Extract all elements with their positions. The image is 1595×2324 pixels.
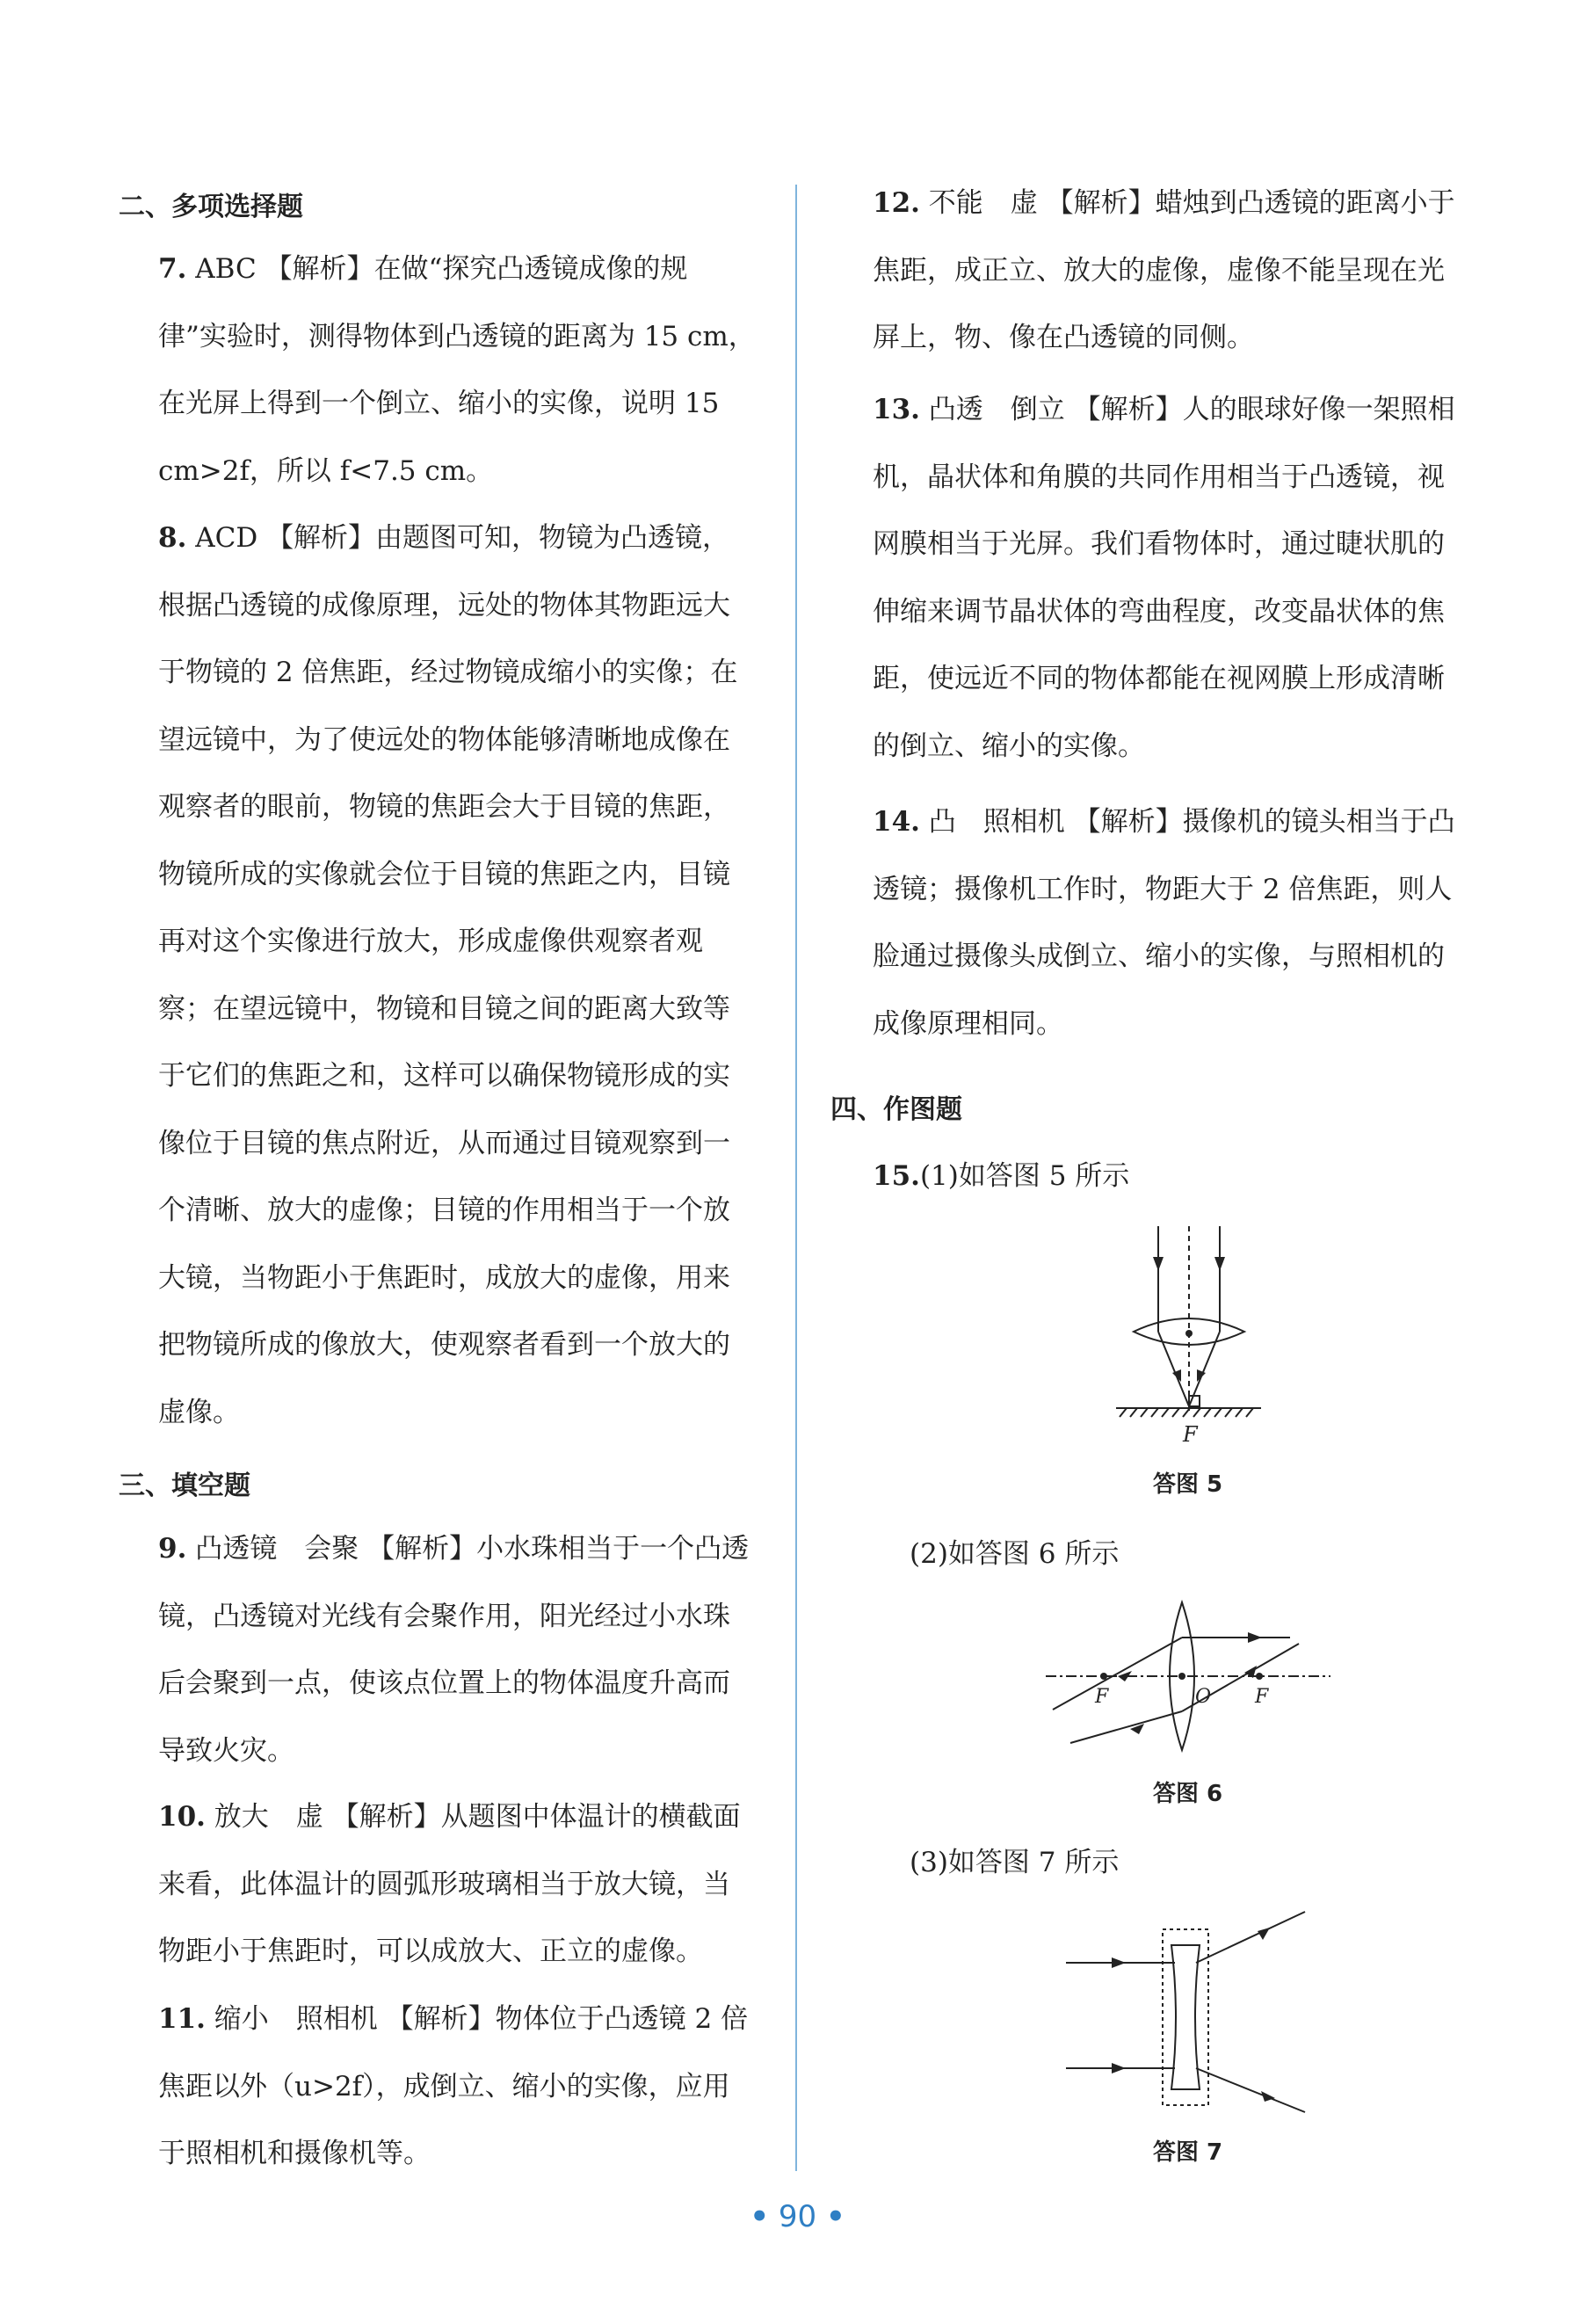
section-heading-multiple-choice: 二、多项选择题 xyxy=(119,192,303,222)
analysis-tag: 【解析】 xyxy=(331,1801,441,1833)
answer: ABC xyxy=(195,253,257,285)
analysis-tag: 【解析】 xyxy=(265,253,374,285)
refracted-ray-left xyxy=(1158,1332,1189,1406)
analysis-text: 物体位于凸透镜 2 倍焦距以外（u>2f），成倒立、缩小的实像，应用于照相机和摄像机等。 xyxy=(158,2003,749,2169)
arrowhead xyxy=(1214,1257,1225,1271)
question-number: 13. xyxy=(873,394,920,425)
column-divider xyxy=(795,185,797,2171)
figure-5-diagram xyxy=(1107,1222,1265,1450)
arrowhead xyxy=(1258,1928,1270,1940)
answer: 放大 虚 xyxy=(214,1801,323,1833)
question-number: 14. xyxy=(873,806,920,838)
analysis-text: 由题图可知，物镜为凸透镜，根据凸透镜的成像原理，远处的物体其物距远大于物镜的 2 倍焦距，经过物镜成缩小的实像；在望远镜中，为了使远处的物体能够清晰地成像在观察者的眼前，物镜的焦距会大于目镜的焦距，物镜所成的实像就会位于目镜的焦距之内，目镜再对这个实像进行放大，形成虚像供观察者观察；在望远镜中，物镜和目镜之间的距离大致等于它们的焦距之和，这样可以确保物镜形成的实像位于目镜的焦点附近，从而通过目镜观察到一个清晰、放大的虚像；目镜的作用相当于一个放大镜，当物距小于焦距时，成放大的虚像，用来把物镜所成的像放大，使观察者看到一个放大的虚像。 xyxy=(158,522,738,1428)
question-number: 15. xyxy=(873,1160,920,1192)
answer: 缩小 照相机 xyxy=(214,2003,378,2035)
question-7 xyxy=(158,236,756,505)
focus-dot-left xyxy=(1100,1673,1107,1680)
sub-text: (1)如答图 5 所示 xyxy=(919,1160,1130,1192)
question-number: 12. xyxy=(873,187,920,219)
dashed-box xyxy=(1163,1929,1208,2105)
figure-7-diagram xyxy=(1059,1903,1314,2118)
page-dot-left: • xyxy=(750,2199,770,2234)
question-11 xyxy=(158,1986,756,2188)
arrowhead xyxy=(1112,1957,1126,1968)
analysis-text: 人的眼球好像一架照相机，晶状体和角膜的共同作用相当于凸透镜，视网膜相当于光屏。我们看物体时，通过睫状肌的伸缩来调节晶状体的弯曲程度，改变晶状体的焦距，使远近不同的物体都能在视网膜上形成清晰的倒立、缩小的实像。 xyxy=(873,394,1455,762)
analysis-tag: 【解析】 xyxy=(1073,806,1183,838)
center-label: O xyxy=(1195,1686,1212,1708)
question-number: 8. xyxy=(158,522,187,554)
answer: 凸透 倒立 xyxy=(928,394,1065,425)
question-15-part-2: (2)如答图 6 所示 xyxy=(910,1538,1120,1570)
question-9 xyxy=(158,1515,756,1784)
analysis-tag: 【解析】 xyxy=(1046,187,1156,219)
question-8 xyxy=(158,505,756,1446)
question-number: 10. xyxy=(158,1801,206,1833)
incident-ray-upper xyxy=(1053,1638,1182,1710)
figure-7-caption: 答图 7 xyxy=(1153,2139,1223,2166)
arrowhead xyxy=(1112,2063,1126,2073)
focus-label-right: F xyxy=(1255,1686,1269,1708)
incident-ray-lower xyxy=(1070,1711,1182,1743)
analysis-text: 摄像机的镜头相当于凸透镜；摄像机工作时，物距大于 2 倍焦距，则人脸通过摄像头成倒立、缩小的实像，与照相机的成像原理相同。 xyxy=(873,806,1455,1040)
question-number: 11. xyxy=(158,2003,206,2035)
page-number: 90 xyxy=(778,2199,817,2234)
question-14 xyxy=(873,788,1470,1057)
analysis-tag: 【解析】 xyxy=(1073,394,1183,425)
answer: 凸透镜 会聚 xyxy=(195,1533,359,1565)
analysis-text: 从题图中体温计的横截面来看，此体温计的圆弧形玻璃相当于放大镜，当物距小于焦距时，可以成放大、正立的虚像。 xyxy=(158,1801,741,1967)
section-heading-drawing: 四、作图题 xyxy=(830,1094,962,1125)
answer: 不能 虚 xyxy=(928,187,1038,219)
analysis-text: 小水珠相当于一个凸透镜，凸透镜对光线有会聚作用，阳光经过小水珠后会聚到一点，使该点位置上的物体温度升高而导致火灾。 xyxy=(158,1533,750,1767)
analysis-tag: 【解析】 xyxy=(386,2003,496,2035)
analysis-tag: 【解析】 xyxy=(367,1533,477,1565)
arrowhead xyxy=(1248,1632,1262,1643)
answer: ACD xyxy=(195,522,258,554)
question-15-part-3: (3)如答图 7 所示 xyxy=(910,1847,1120,1878)
question-13 xyxy=(873,376,1470,780)
refracted-ray-upper xyxy=(1196,1912,1305,1963)
analysis-text: 蜡烛到凸透镜的距离小于焦距，成正立、放大的虚像，虚像不能呈现在光屏上，物、像在凸透镜的同侧。 xyxy=(873,187,1455,353)
focus-label: F xyxy=(1183,1422,1198,1447)
figure-6-caption: 答图 6 xyxy=(1153,1781,1223,1807)
focus-dot-right xyxy=(1256,1673,1263,1680)
question-number: 7. xyxy=(158,253,187,285)
concave-lens xyxy=(1171,1945,1200,2089)
question-10 xyxy=(158,1783,756,1986)
page-dot-right: • xyxy=(825,2199,845,2234)
optical-center-dot xyxy=(1178,1673,1185,1680)
question-number: 9. xyxy=(158,1533,187,1565)
question-12 xyxy=(873,170,1470,372)
analysis-tag: 【解析】 xyxy=(266,522,376,554)
mirror-hatching xyxy=(1120,1408,1253,1417)
focus-label-left: F xyxy=(1095,1686,1109,1708)
analysis-text: 在做“探究凸透镜成像的规律”实验时，测得物体到凸透镜的距离为 15 cm，在光屏上得到一个倒立、缩小的实像，说明 15 cm>2f，所以 f<7.5 cm。 xyxy=(158,253,756,487)
answer: 凸 照相机 xyxy=(928,806,1065,838)
refracted-ray-lower xyxy=(1196,2068,1305,2112)
figure-5-caption: 答图 5 xyxy=(1153,1471,1223,1498)
arrowhead xyxy=(1153,1257,1164,1271)
optical-center-dot xyxy=(1185,1330,1193,1337)
figure-6-diagram xyxy=(1044,1595,1334,1762)
page-number-footer xyxy=(0,2199,1595,2234)
question-15-part-1 xyxy=(873,1153,1129,1193)
section-heading-fill-in-blank: 三、填空题 xyxy=(119,1471,250,1501)
